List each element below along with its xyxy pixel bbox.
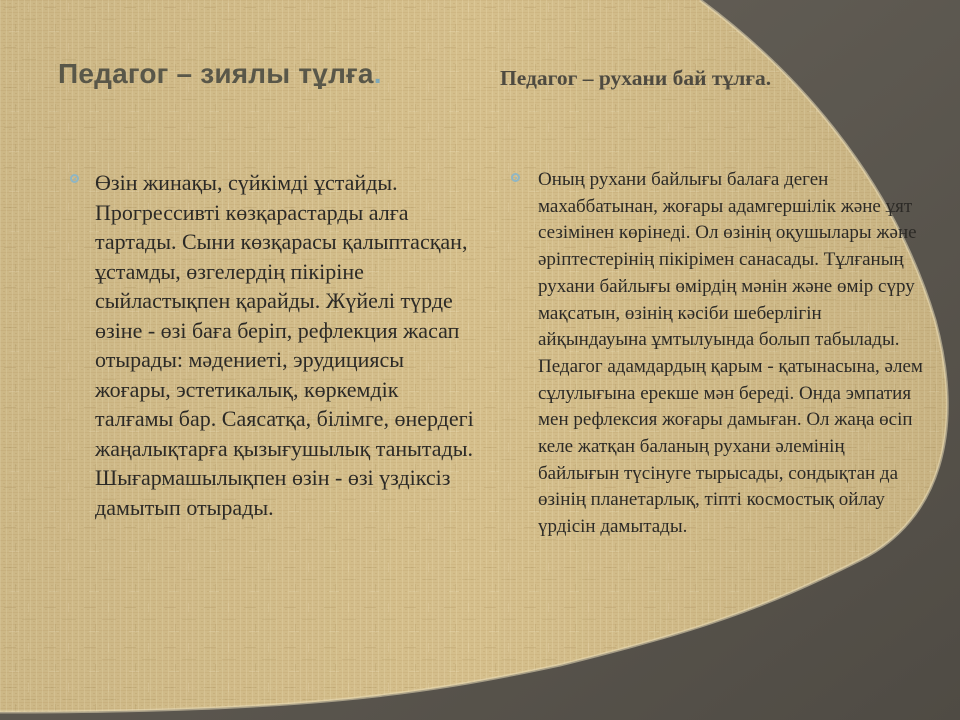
bullet-marker-icon	[511, 173, 520, 182]
right-bullet-text: Оның рухани байлығы балаға деген махаббатынан, жоғары адамгершілік және ұят сезімінен көрінеді. Ол өзінің оқушылары және әріптестерінің пікірімен санасады. Тұлғаның рухани байлығы өмірдің мәнін және өмір сүру мақсатын, өзінің кәсіби шеберлігін айқындауына ұмтылуында болып табылады. Педагог адамдардың қарым - қатынасына, әлем сұлулығына ерекше мән береді. Онда эмпатия мен рефлексия жоғары дамыған. Ол жаңа өсіп келе жатқан баланың рухани әлемінің байлығын түсінуге тырысады, сондықтан да өзінің планетарлық, тіпті космостық ойлау үрдісін дамытады.	[538, 169, 923, 538]
bullet-marker-icon	[70, 174, 79, 183]
left-bullet-text: Өзін жинақы, сүйкімді ұстайды. Прогрессивті көзқарастарды алға тартады. Сыни көзқарасы қалыптасқан, ұстамды, өзгелердің пікіріне сыйластықпен қарайды. Жүйелі түрде өзіне - өзі баға беріп, рефлекция жасап отырады: мәдениеті, эрудициясы жоғары, эстетикалық, көркемдік талғамы бар. Саясатқа, білімге, өнердегі жаңалықтарға қызығушылық танытады. Шығармашылықпен өзін - өзі үздіксіз дамытып отырады.	[95, 170, 474, 520]
title-right: Педагог – рухани бай тұлға.	[500, 66, 772, 90]
title-left: Педагог – зиялы тұлға.	[58, 58, 382, 89]
title-left-dot: .	[373, 58, 382, 89]
